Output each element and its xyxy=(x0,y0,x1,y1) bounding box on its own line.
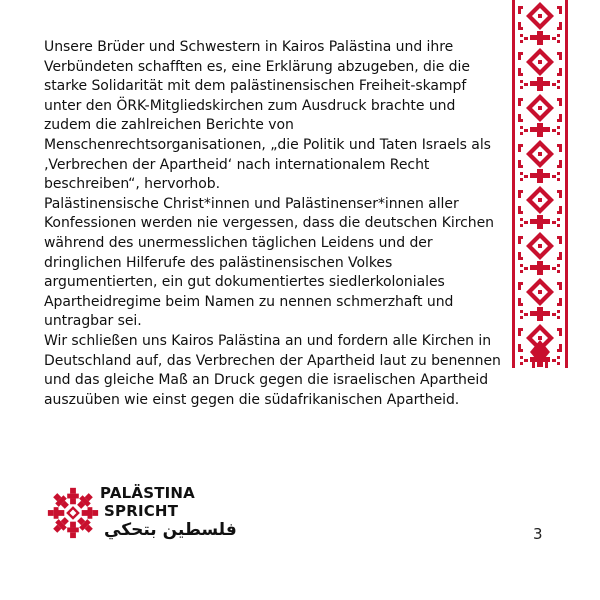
paragraph-2: Palästinensische Christ*innen und Palästinenser*innen aller Konfessionen werden nie vergessen, dass die deutschen Kirchen während des unermesslichen täglichen Leidens und der dringlichen Hilferufe des palästinensischen Volkes argumentierten, ein gut dokumentiertes siedlerkoloniales Apartheidregime beim Namen zu nennen schmerzhaft und untragbar sei. xyxy=(44,195,494,330)
logo-arabic-text: فلسطين بتحكي xyxy=(104,520,237,540)
logo-title-line-1: PALÄSTINA xyxy=(100,484,195,502)
paragraph-1: Unsere Brüder und Schwestern in Kairos Palästina und ihre Verbündeten schafften es, eine Erklärung abzugeben, die die starke Solidarität mit dem palästinensischen Freiheit-skampf unter den ÖRK-Mitgliedskirchen zum Ausdruck brachte und zudem die zahlreichen Berichte von Menschenrechtsorganisationen, „die Politik und Taten Israels als ‚Verbrechen der Apartheid‘ nach internationalem Recht beschreiben“, hervorhob. xyxy=(44,39,491,193)
page-number: 3 xyxy=(533,525,543,543)
logo-star-icon xyxy=(44,482,102,542)
body-text xyxy=(44,38,504,410)
tatreez-border-icon xyxy=(510,0,570,370)
palaestina-spricht-logo xyxy=(44,480,264,550)
paragraph-3: Wir schließen uns Kairos Palästina an und fordern alle Kirchen in Deutschland auf, das Verbrechen der Apartheid laut zu benennen und das gleiche Maß an Druck gegen die israelischen Apartheid auszuüben wie einst gegen die südafrikanischen Apartheid. xyxy=(44,332,501,408)
logo-title-line-2: SPRICHT xyxy=(104,502,179,520)
